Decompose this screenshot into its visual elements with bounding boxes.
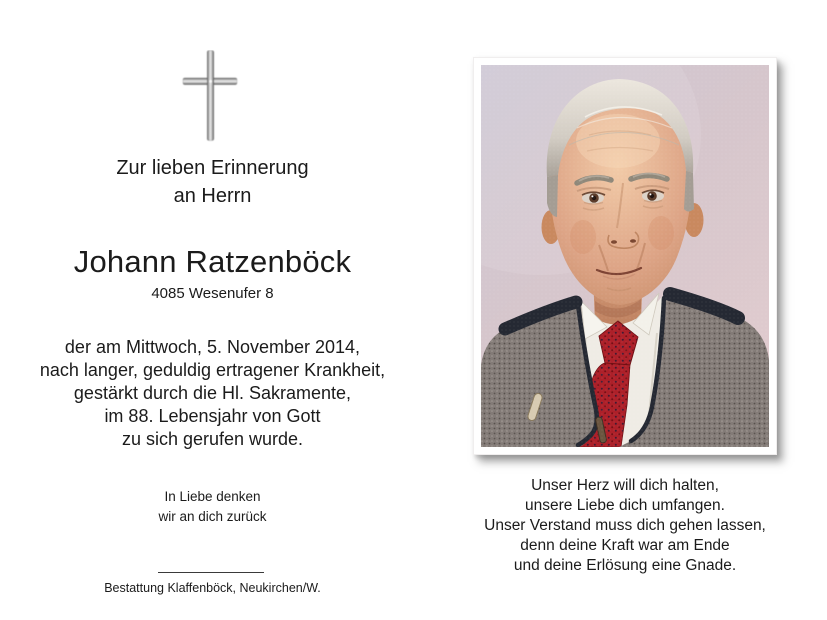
obituary-line: zu sich gerufen wurde. — [121, 429, 304, 449]
portrait-photo — [481, 65, 769, 447]
memorial-intro — [0, 154, 425, 210]
poem-line: unsere Liebe dich umfangen. — [525, 497, 725, 514]
remembrance-line-1: In Liebe denken — [164, 489, 261, 504]
memorial-poem — [455, 476, 795, 576]
cross-icon — [180, 50, 240, 142]
obituary-line: nach langer, geduldig ertragener Krankheit, — [39, 360, 386, 380]
poem-line: und deine Erlösung eine Gnade. — [513, 557, 737, 574]
deceased-address: 4085 Wesenufer 8 — [151, 285, 274, 302]
signature-line — [158, 572, 264, 573]
obituary-text — [0, 336, 425, 451]
intro-line-1: Zur lieben Erinnerung — [116, 157, 309, 179]
intro-line-2: an Herrn — [173, 185, 252, 207]
deceased-name: Johann Ratzenböck — [73, 244, 352, 279]
poem-line: Unser Verstand muss dich gehen lassen, — [484, 517, 766, 534]
remembrance-text — [0, 487, 425, 527]
obituary-line: der am Mittwoch, 5. November 2014, — [64, 337, 361, 357]
photo-frame — [473, 57, 777, 455]
cross-icon-svg — [180, 50, 240, 142]
poem-line: denn deine Kraft war am Ende — [520, 537, 730, 554]
poem-line: Unser Herz will dich halten, — [531, 477, 719, 494]
remembrance-line-2: wir an dich zurück — [158, 509, 267, 524]
obituary-line: im 88. Lebensjahr von Gott — [104, 406, 321, 426]
obituary-line: gestärkt durch die Hl. Sakramente, — [73, 383, 352, 403]
funeral-home: Bestattung Klaffenböck, Neukirchen/W. — [104, 581, 321, 595]
